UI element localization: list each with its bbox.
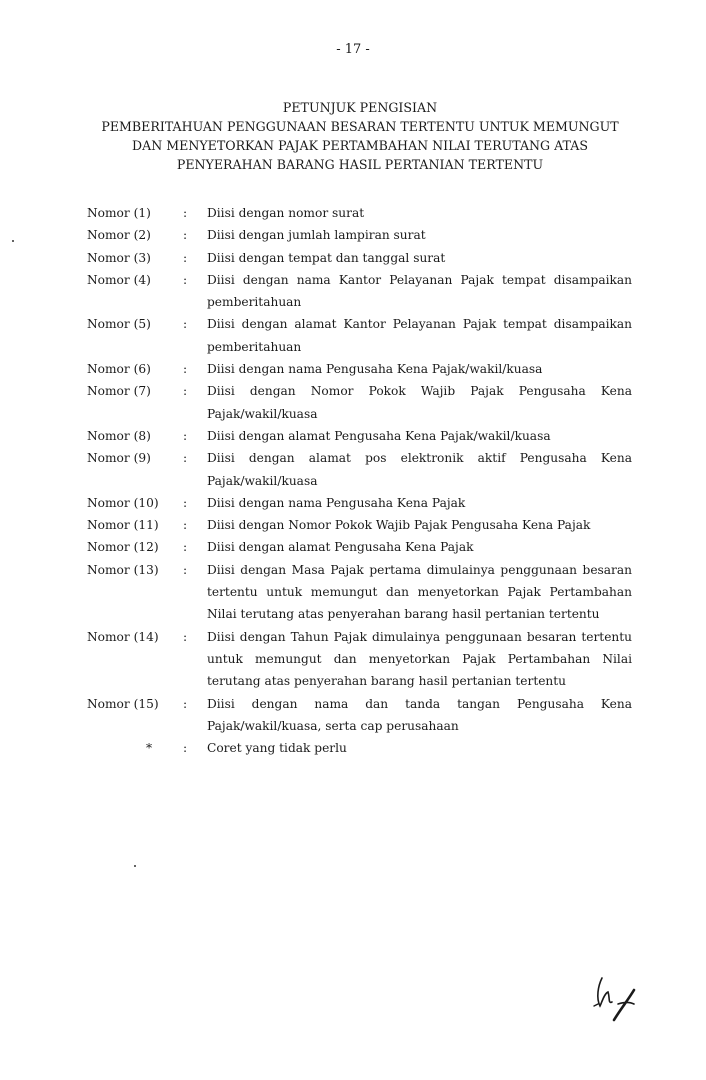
handwritten-initials-icon <box>588 972 644 1024</box>
instruction-item-12 <box>87 536 632 558</box>
item-label: Nomor (7) <box>87 384 151 399</box>
item-colon: : <box>183 272 188 287</box>
instruction-item-4 <box>87 269 632 314</box>
item-colon: : <box>183 629 188 644</box>
item-text: Diisi dengan alamat pos elektronik aktif Pengusaha Kena Pajak/wakil/kuasa <box>207 451 632 488</box>
instruction-item-14 <box>87 626 632 693</box>
instruction-item-note <box>87 737 632 759</box>
scan-speck <box>134 865 136 867</box>
item-label: Nomor (1) <box>87 206 151 220</box>
item-label: Nomor (5) <box>87 317 151 332</box>
item-colon: : <box>183 250 188 265</box>
title-line-3: DAN MENYETORKAN PAJAK PERTAMBAHAN NILAI TERUTANG ATAS <box>132 138 588 153</box>
item-text: Diisi dengan tempat dan tanggal surat <box>207 250 446 265</box>
item-label: Nomor (4) <box>87 272 151 287</box>
item-colon: : <box>183 741 188 756</box>
item-text: Diisi dengan Masa Pajak pertama dimulainya penggunaan besaran tertentu untuk memungut dan menyetorkan Pajak Pertambahan Nilai terutang atas penyerahan barang hasil pertanian tertentu <box>207 562 632 622</box>
item-label: Nomor (14) <box>87 629 159 644</box>
item-text: Diisi dengan Nomor Pokok Wajib Pajak Pengusaha Kena Pajak <box>207 518 591 533</box>
item-colon: : <box>183 451 188 466</box>
item-colon: : <box>183 495 188 510</box>
item-colon: : <box>183 562 188 577</box>
item-label: Nomor (10) <box>87 495 159 510</box>
scan-speck <box>12 240 14 242</box>
asterisk-label: * <box>145 741 153 756</box>
instruction-item-2 <box>87 224 632 246</box>
item-text: Diisi dengan nama Pengusaha Kena Pajak <box>207 495 466 510</box>
item-label: Nomor (3) <box>87 250 151 265</box>
item-text: Diisi dengan Tahun Pajak dimulainya penggunaan besaran tertentu untuk memungut dan menyetorkan Pajak Pertambahan Nilai terutang atas penyerahan barang hasil pertanian tertentu <box>207 629 632 689</box>
instruction-item-3 <box>87 247 632 269</box>
title-line-1: PETUNJUK PENGISIAN <box>282 100 438 115</box>
instruction-item-9 <box>87 447 632 492</box>
item-label: Nomor (6) <box>87 362 151 377</box>
item-text: Diisi dengan nama dan tanda tangan Pengusaha Kena Pajak/wakil/kuasa, serta cap perusahaan <box>207 696 632 733</box>
item-colon: : <box>183 540 188 555</box>
item-colon: : <box>183 696 188 711</box>
item-colon: : <box>183 228 188 243</box>
item-label: Nomor (13) <box>87 562 159 577</box>
item-colon: : <box>183 428 188 443</box>
item-text: Diisi dengan alamat Pengusaha Kena Pajak/wakil/kuasa <box>207 428 551 443</box>
item-label: Nomor (9) <box>87 451 151 466</box>
item-label: Nomor (8) <box>87 428 151 443</box>
item-text: Diisi dengan alamat Pengusaha Kena Pajak <box>207 540 474 555</box>
page-number: - 17 - <box>336 42 370 57</box>
title-line-2: PEMBERITAHUAN PENGGUNAAN BESARAN TERTENTU UNTUK MEMUNGUT <box>101 119 619 134</box>
item-colon: : <box>183 206 188 220</box>
instruction-item-8 <box>87 425 632 447</box>
item-colon: : <box>183 362 188 377</box>
title-line-4: PENYERAHAN BARANG HASIL PERTANIAN TERTENTU <box>176 157 544 172</box>
instruction-item-7 <box>87 380 632 425</box>
item-label: Nomor (11) <box>87 518 159 533</box>
instruction-item-11 <box>87 514 632 536</box>
instruction-item-5 <box>87 313 632 358</box>
item-text: Diisi dengan jumlah lampiran surat <box>207 228 426 243</box>
instruction-item-13 <box>87 559 632 626</box>
document-title <box>40 98 680 174</box>
item-text: Coret yang tidak perlu <box>207 741 347 756</box>
instruction-item-15 <box>87 693 632 738</box>
item-label: Nomor (12) <box>87 540 159 555</box>
item-text: Diisi dengan nama Pengusaha Kena Pajak/wakil/kuasa <box>207 362 543 377</box>
item-text: Diisi dengan nomor surat <box>207 206 365 220</box>
instruction-item-10 <box>87 492 632 514</box>
instruction-item-1 <box>87 202 632 224</box>
item-colon: : <box>183 317 188 332</box>
item-colon: : <box>183 384 188 399</box>
item-text: Diisi dengan nama Kantor Pelayanan Pajak tempat disampaikan pemberitahuan <box>207 272 632 310</box>
item-text: Diisi dengan Nomor Pokok Wajib Pajak Pengusaha Kena Pajak/wakil/kuasa <box>207 384 632 421</box>
item-label: Nomor (2) <box>87 228 151 243</box>
item-colon: : <box>183 518 188 533</box>
item-text: Diisi dengan alamat Kantor Pelayanan Pajak tempat disampaikan pemberitahuan <box>207 317 632 354</box>
instruction-list <box>87 202 632 759</box>
instruction-item-6 <box>87 358 632 380</box>
item-label: Nomor (15) <box>87 696 159 711</box>
